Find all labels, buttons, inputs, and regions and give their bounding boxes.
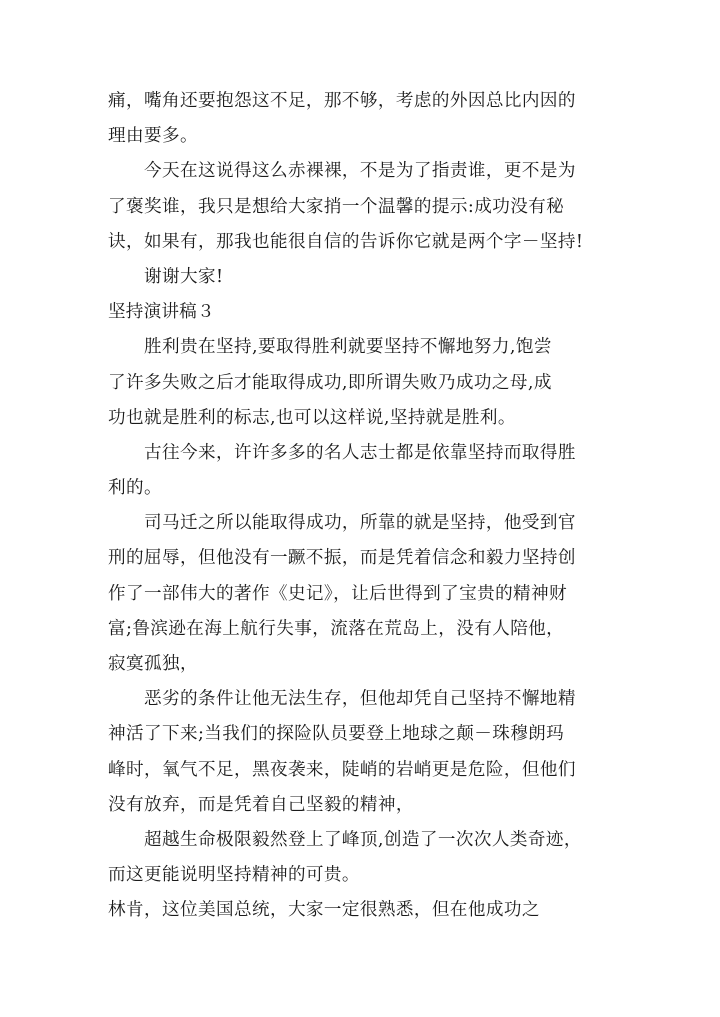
text-line: 林肯，这位美国总统，大家一定很熟悉，但在他成功之 — [108, 900, 540, 921]
text-line: 寂寞孤独， — [108, 654, 198, 674]
text-line: 恶劣的条件让他无法生存，但他却凭自己坚持不懈地精 — [144, 689, 576, 710]
text-line: 没有放弃，而是凭着自己坚毅的精神， — [108, 794, 414, 815]
text-line: 神活了下来;当我们的探险队员要登上地球之颠－珠穆朗玛 — [108, 724, 565, 745]
text-line: 作了一部伟大的著作《史记》，让后世得到了宝贵的精神财 — [108, 583, 568, 604]
text-line: 今天在这说得这么赤裸裸，不是为了指责谁，更不是为 — [144, 161, 576, 182]
document-body — [108, 84, 614, 929]
text-line: 超越生命极限毅然登上了峰顶,创造了一次次人类奇迹， — [144, 829, 582, 850]
text-line: 诀，如果有，那我也能很自信的告诉你它就是两个字－坚持! — [108, 231, 584, 252]
text-line: 刑的屈辱，但他没有一蹶不振，而是凭着信念和毅力坚持创 — [108, 548, 576, 569]
text-line: 谢谢大家! — [144, 266, 224, 287]
text-line: 利的。 — [108, 478, 162, 499]
text-line: 理由要多。 — [108, 126, 198, 147]
text-line: 古往今来，许许多多的名人志士都是依靠坚持而取得胜 — [144, 442, 576, 463]
section-heading: 坚持演讲稿３ — [108, 302, 215, 323]
text-line: 司马迁之所以能取得成功，所靠的就是坚持，他受到官 — [144, 513, 576, 534]
text-line: 痛，嘴角还要抱怨这不足，那不够，考虑的外因总比内因的 — [108, 91, 576, 111]
text-line: 富;鲁滨逊在海上航行失事，流落在荒岛上，没有人陪他， — [108, 618, 565, 639]
text-line: 峰时，氧气不足，黑夜袭来，陡峭的岩峭更是危险，但他们 — [108, 759, 576, 780]
text-line: 而这更能说明坚持精神的可贵。 — [108, 865, 360, 886]
text-line: 了许多失败之后才能取得成功,即所谓失败乃成功之母,成 — [108, 372, 552, 393]
text-line: 了褒奖谁，我只是想给大家捎一个温馨的提示:成功没有秘 — [108, 196, 565, 217]
text-line: 胜利贵在坚持,要取得胜利就要坚持不懈地努力,饱尝 — [144, 337, 552, 358]
text-line: 功也就是胜利的标志,也可以这样说,坚持就是胜利。 — [108, 407, 516, 428]
